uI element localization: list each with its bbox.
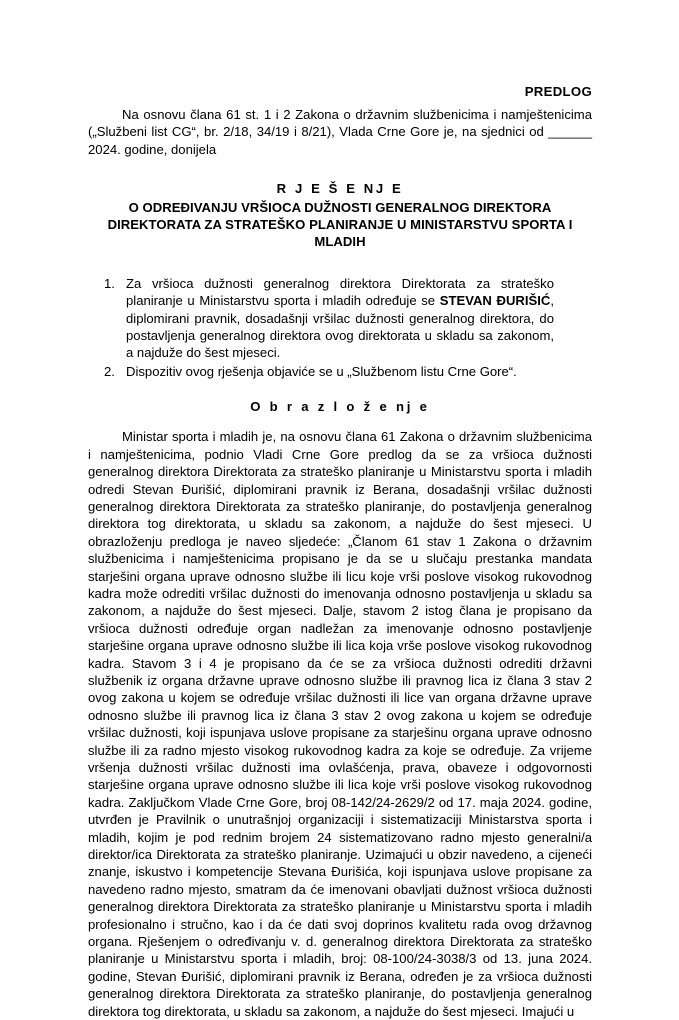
list-item-text-before-name: Dispozitiv ovog rješenja objaviće se u „Službenom listu Crne Gore“. [126,363,517,379]
document-title [88,180,592,251]
list-item-text-before-name: Za vršioca dužnosti generalnog direktora Direktorata za strateško planiranje u Ministarstvu sporta i mladih određuje se [126,275,554,309]
document-label: PREDLOG [524,84,592,99]
list-item [88,363,592,380]
document-content [88,0,592,1020]
appointee-name: STEVAN ĐURIŠIĆ [439,293,551,309]
dispositive-list [88,275,592,380]
reasoning-heading: O b r a z l o ž e nj e [250,399,430,415]
list-item [88,275,592,362]
preamble-paragraph: Na osnovu člana 61 st. 1 i 2 Zakona o državnim službenicima i namještenicima („Službeni list CG“, br. 2/18, 34/19 i 8/21), Vlada Crne Gore je, na sjednici od ______ 2024. godine, donijela [88,107,592,157]
list-item-text-after-name: , diplomirani pravnik, dosadašnji vršilac dužnosti generalnog direktora, do postavljenja generalnog direktora ovog direktorata u skladu sa zakonom, a najduže do šest mjeseci. [126,293,554,361]
reasoning-body: Ministar sporta i mladih je, na osnovu člana 61 Zakona o državnim službenicima i namještenicima, podnio Vladi Crne Gore predlog da se za vršioca dužnosti generalnog direktora Direktorata za strateško planiranje u Ministarstvu sporta i mladih odredi Stevan Đurišić, diplomirani pravnik iz Berana, dosadašnji vršilac dužnosti generalnog direktora Direktorata za strateško planiranje, do postavljenja generalnog direktora tog direktorata, u skladu sa zakonom, a najduže do šest mjeseci. U obrazloženju predloga je naveo sljedeće: „Članom 61 stav 1 Zakona o državnim službenicima i namještenicima propisano je da se u slučaju prestanka mandata starješini organa uprave odnosno službe ili licu koje vrši poslove visokog rukovodnog kadra može odrediti vršilac dužnosti do imenovanja odnosno postavljenja u skladu sa zakonom, a najduže do šest mjeseci. Dalje, stavom 2 istog člana je propisano da vršioca dužnosti određuje organ nadležan za imenovanje odnosno postavljenje starješine organa uprave odnosno službe ili lica koja vrše poslove visokog rukovodnog kadra. Stavom 3 i 4 je propisano da će se za vršioca dužnosti odrediti državni službenik iz organa državne uprave odnosno službe ili pravnog lica iz člana 3 stav 2 ovog zakona u kojem se određuje vršilac dužnosti ili lice van organa državne uprave odnosno službe ili pravnog lica iz člana 3 stav 2 ovog zakona u kojem se određuje vršilac dužnosti, koji ispunjava uslove propisane za starješinu organa uprave odnosno službe ili za radno mjesto visokog rukovodnog kadra za koje se određuje. Za vrijeme vršenja dužnosti vršilac dužnosti ima ovlašćenja, prava, obaveze i odgovornosti starješine organa uprave odnosno službe ili lica koje vrši poslove visokog rukovodnog kadra. Zaključkom Vlade Crne Gore, broj 08-142/24-2629/2 od 17. maja 2024. godine, utvrđen je Pravilnik o unutrašnjoj organizaciji i sistematizaciji Ministarstva sporta i mladih, kojim je pod rednim brojem 24 sistematizovano radno mjesto generalni/a direktor/ica Direktorata za strateško planiranje. Uzimajući u obzir navedeno, a cijeneći znanje, iskustvo i kompetencije Stevana Đurišića, koji ispunjava uslove propisane za navedeno radno mjesto, smatram da će imenovani obavljati dužnost vršioca dužnosti generalnog direktora Direktorata za strateško planiranje u Ministarstvu sporta i mladih profesionalno i stručno, kao i da će dati svoj doprinos kvalitetu rada ovog državnog organa. Rješenjem o određivanju v. d. generalnog direktora Direktorata za strateško planiranje u Ministarstvu sporta i mladih, broj: 08-100/24-3038/3 od 13. juna 2024. godine, Stevan Đurišić, diplomirani pravnik iz Berana, određen je za vršioca dužnosti generalnog direktora Direktorata za strateško planiranje, do postavljenja generalnog direktora tog direktorata, u skladu sa zakonom, a najduže do šest mjeseci. Imajući u [88,429,592,1019]
title-line-1: R J E Š E NJ E [276,181,404,197]
title-line-2: O ODREĐIVANJU VRŠIOCA DUŽNOSTI GENERALNOG DIREKTORA DIREKTORATA ZA STRATEŠKO PLANIRANJE U MINISTARSTVU SPORTA I MLADIH [107,199,573,250]
